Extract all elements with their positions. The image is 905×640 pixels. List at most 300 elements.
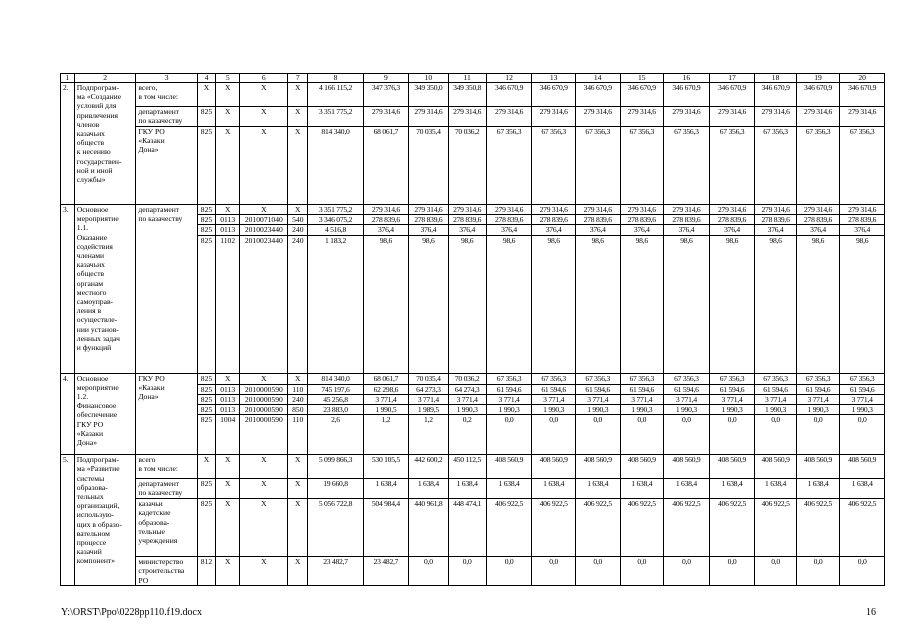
column-number: 15 (620, 74, 664, 83)
executor-cell: ГКУ РО «Казаки Дона» (136, 373, 198, 455)
year-value: 61 594,6 (709, 384, 755, 394)
executor-cell: министерство строительства РО (136, 557, 198, 586)
total-value: 23 883,0 (308, 405, 363, 415)
grbs-code: 825 (197, 415, 215, 455)
total-value: 4 516,8 (308, 225, 363, 235)
year-value: 408 560,9 (709, 455, 755, 479)
year-value: 98,6 (664, 235, 710, 373)
year-value: 0,0 (755, 415, 796, 455)
year-value: 530 105,5 (363, 455, 409, 479)
expense-type-code: 240 (288, 225, 308, 235)
section-code: 0113 (216, 394, 240, 404)
year-value: 376,4 (409, 225, 448, 235)
year-value: 346 670,9 (532, 83, 576, 107)
executor-cell: департамент по казачеству (136, 479, 198, 499)
year-value: 347 376,3 (363, 83, 409, 107)
table-row (61, 127, 885, 205)
column-number: 5 (216, 74, 240, 83)
year-value: 376,4 (664, 225, 710, 235)
year-value: 1 990,3 (755, 405, 796, 415)
year-value: 279 314,6 (486, 107, 532, 127)
year-value: 61 594,6 (755, 384, 796, 394)
year-value: 0,0 (709, 415, 755, 455)
year-value: 442 600,2 (409, 455, 448, 479)
column-number: 6 (240, 74, 288, 83)
year-value: 67 356,3 (486, 373, 532, 384)
column-number: 2 (74, 74, 136, 83)
year-value: 406 922,5 (664, 499, 710, 557)
year-value: 278 839,6 (486, 215, 532, 225)
year-value: 3 771,4 (709, 394, 755, 404)
section-number: 2. (61, 83, 75, 205)
executor-cell: всего, в том числе: (136, 83, 198, 107)
year-value: 61 594,6 (486, 384, 532, 394)
total-value: 3 351 775,2 (308, 205, 363, 215)
year-value: 408 560,9 (664, 455, 710, 479)
year-value: 406 922,5 (709, 499, 755, 557)
year-value: 346 670,9 (575, 83, 620, 107)
year-value: 67 356,3 (755, 373, 796, 384)
year-value: 67 356,3 (532, 373, 576, 384)
year-value: 3 771,4 (363, 394, 409, 404)
year-value: 64 274,3 (448, 384, 486, 394)
total-value: 45 256,8 (308, 394, 363, 404)
year-value: 278 839,6 (620, 215, 664, 225)
expense-type-code: 110 (288, 384, 308, 394)
year-value: 376,4 (709, 225, 755, 235)
year-value: 1 638,4 (532, 479, 576, 499)
year-value: 376,4 (620, 225, 664, 235)
year-value: 279 314,6 (363, 205, 409, 215)
year-value: 408 560,9 (575, 455, 620, 479)
year-value: 440 961,8 (409, 499, 448, 557)
year-value: 504 984,4 (363, 499, 409, 557)
table-row (61, 455, 885, 479)
year-value: 278 839,6 (755, 215, 796, 225)
grbs-code: 825 (197, 107, 215, 127)
section-title: Подпрограм- ма «Развитие системы образова- тельных организаций, использую- щих в образо- вательном процессе казачий компонент» (74, 455, 136, 586)
year-value: 406 922,5 (532, 499, 576, 557)
year-value: 279 314,6 (409, 107, 448, 127)
target-article-code: X (240, 499, 288, 557)
year-value: 408 560,9 (486, 455, 532, 479)
section-code: 1102 (216, 235, 240, 373)
expense-type-code: X (288, 127, 308, 205)
target-article-code: X (240, 557, 288, 586)
expense-type-code: X (288, 499, 308, 557)
year-value: 346 670,9 (664, 83, 710, 107)
grbs-code: 825 (197, 405, 215, 415)
section-code: 0113 (216, 405, 240, 415)
year-value: 0,0 (840, 557, 885, 586)
year-value: 278 839,6 (409, 215, 448, 225)
year-value: 279 314,6 (796, 205, 840, 215)
year-value: 450 112,5 (448, 455, 486, 479)
year-value: 1 638,4 (709, 479, 755, 499)
year-value: 67 356,3 (532, 127, 576, 205)
year-value: 346 670,9 (486, 83, 532, 107)
year-value: 67 356,3 (840, 373, 885, 384)
year-value: 346 670,9 (796, 83, 840, 107)
target-article-code: 2010000590 (240, 394, 288, 404)
year-value: 279 314,6 (840, 205, 885, 215)
column-number: 7 (288, 74, 308, 83)
year-value: 98,6 (448, 235, 486, 373)
year-value: 0,0 (486, 415, 532, 455)
expense-type-code: 540 (288, 215, 308, 225)
executor-cell: всего в том числе: (136, 455, 198, 479)
year-value: 279 314,6 (575, 107, 620, 127)
table-row (61, 373, 885, 384)
table-row (61, 499, 885, 557)
year-value: 278 839,6 (448, 215, 486, 225)
section-code: X (216, 455, 240, 479)
total-value: 19 660,8 (308, 479, 363, 499)
year-value: 1 638,4 (575, 479, 620, 499)
column-number: 12 (486, 74, 532, 83)
year-value: 67 356,3 (709, 127, 755, 205)
year-value: 64 273,3 (409, 384, 448, 394)
year-value: 376,4 (532, 225, 576, 235)
year-value: 376,4 (363, 225, 409, 235)
year-value: 278 839,6 (796, 215, 840, 225)
column-number: 19 (796, 74, 840, 83)
year-value: 0,0 (620, 557, 664, 586)
grbs-code: X (197, 455, 215, 479)
section-number: 3. (61, 205, 75, 374)
year-value: 406 922,5 (575, 499, 620, 557)
year-value: 3 771,4 (796, 394, 840, 404)
expense-type-code: X (288, 83, 308, 107)
target-article-code: 2010023440 (240, 235, 288, 373)
year-value: 98,6 (532, 235, 576, 373)
section-code: X (216, 373, 240, 384)
year-value: 408 560,9 (620, 455, 664, 479)
year-value: 3 771,4 (409, 394, 448, 404)
year-value: 1,2 (409, 415, 448, 455)
year-value: 0,0 (664, 415, 710, 455)
year-value: 61 594,6 (620, 384, 664, 394)
grbs-code: 825 (197, 479, 215, 499)
total-value: 2,6 (308, 415, 363, 455)
section-code: X (216, 205, 240, 215)
target-article-code: 2010000590 (240, 384, 288, 394)
year-value: 1 990,3 (796, 405, 840, 415)
grbs-code: 825 (197, 127, 215, 205)
year-value: 376,4 (796, 225, 840, 235)
budget-table (60, 73, 885, 586)
total-value: 23 482,7 (308, 557, 363, 586)
year-value: 349 350,8 (448, 83, 486, 107)
year-value: 408 560,9 (796, 455, 840, 479)
year-value: 61 594,6 (664, 384, 710, 394)
year-value: 98,6 (486, 235, 532, 373)
column-number: 13 (532, 74, 576, 83)
year-value: 279 314,6 (363, 107, 409, 127)
grbs-code: 825 (197, 499, 215, 557)
year-value: 70 035,4 (409, 127, 448, 205)
year-value: 67 356,3 (796, 373, 840, 384)
year-value: 1 638,4 (620, 479, 664, 499)
year-value: 1 990,3 (486, 405, 532, 415)
footer-file-path: Y:\ORST\Ppo\0228pp110.f19.docx (61, 607, 202, 618)
year-value: 279 314,6 (448, 107, 486, 127)
header-row (61, 74, 885, 83)
year-value: 1 989,5 (409, 405, 448, 415)
year-value: 1,2 (363, 415, 409, 455)
grbs-code: 825 (197, 235, 215, 373)
total-value: 1 183,2 (308, 235, 363, 373)
year-value: 3 771,4 (840, 394, 885, 404)
year-value: 98,6 (575, 235, 620, 373)
year-value: 61 594,6 (575, 384, 620, 394)
section-code: 0113 (216, 225, 240, 235)
column-number: 18 (755, 74, 796, 83)
year-value: 376,4 (486, 225, 532, 235)
section-code: 1004 (216, 415, 240, 455)
expense-type-code: X (288, 557, 308, 586)
target-article-code: 2010023440 (240, 225, 288, 235)
year-value: 1 638,4 (755, 479, 796, 499)
year-value: 279 314,6 (840, 107, 885, 127)
table-row (61, 205, 885, 215)
year-value: 0,0 (532, 415, 576, 455)
year-value: 349 350,0 (409, 83, 448, 107)
year-value: 23 482,7 (363, 557, 409, 586)
executor-cell: департамент по казачеству (136, 107, 198, 127)
year-value: 0,0 (486, 557, 532, 586)
grbs-code: X (197, 83, 215, 107)
total-value: 5 099 866,3 (308, 455, 363, 479)
target-article-code: X (240, 83, 288, 107)
total-value: 814 340,0 (308, 127, 363, 205)
year-value: 3 771,4 (448, 394, 486, 404)
year-value: 406 922,5 (486, 499, 532, 557)
year-value: 448 474,1 (448, 499, 486, 557)
target-article-code: X (240, 127, 288, 205)
year-value: 0,0 (575, 557, 620, 586)
year-value: 3 771,4 (620, 394, 664, 404)
section-code: X (216, 83, 240, 107)
year-value: 279 314,6 (532, 107, 576, 127)
column-number: 10 (409, 74, 448, 83)
section-number: 5. (61, 455, 75, 586)
year-value: 279 314,6 (486, 205, 532, 215)
year-value: 98,6 (409, 235, 448, 373)
expense-type-code: 110 (288, 415, 308, 455)
year-value: 0,0 (448, 557, 486, 586)
year-value: 3 771,4 (486, 394, 532, 404)
expense-type-code: X (288, 205, 308, 215)
column-number: 4 (197, 74, 215, 83)
grbs-code: 812 (197, 557, 215, 586)
year-value: 346 670,9 (840, 83, 885, 107)
executor-cell: департамент по казачеству (136, 205, 198, 374)
grbs-code: 825 (197, 225, 215, 235)
year-value: 62 298,6 (363, 384, 409, 394)
year-value: 0,0 (796, 557, 840, 586)
table-row (61, 479, 885, 499)
column-number: 14 (575, 74, 620, 83)
year-value: 346 670,9 (620, 83, 664, 107)
year-value: 1 990,3 (840, 405, 885, 415)
year-value: 67 356,3 (755, 127, 796, 205)
year-value: 67 356,3 (620, 127, 664, 205)
section-title: Подпрограм- ма «Создание условий для привлечения членов казачьих обществ к несению государствен- ной и иной службы» (74, 83, 136, 205)
year-value: 1 638,4 (840, 479, 885, 499)
year-value: 98,6 (709, 235, 755, 373)
table-row (61, 557, 885, 586)
year-value: 0,0 (796, 415, 840, 455)
section-title: Основное мероприятие 1.2. Финансовое обеспечение ГКУ РО «Казаки Дона» (74, 373, 136, 455)
expense-type-code: X (288, 455, 308, 479)
year-value: 67 356,3 (796, 127, 840, 205)
year-value: 346 670,9 (709, 83, 755, 107)
year-value: 67 356,3 (664, 373, 710, 384)
year-value: 406 922,5 (796, 499, 840, 557)
target-article-code: X (240, 107, 288, 127)
grbs-code: 825 (197, 215, 215, 225)
total-value: 814 340,0 (308, 373, 363, 384)
year-value: 279 314,6 (755, 107, 796, 127)
section-code: X (216, 107, 240, 127)
year-value: 279 314,6 (532, 205, 576, 215)
year-value: 0,0 (620, 415, 664, 455)
year-value: 1 990,5 (363, 405, 409, 415)
year-value: 70 036,2 (448, 127, 486, 205)
year-value: 376,4 (840, 225, 885, 235)
year-value: 408 560,9 (532, 455, 576, 479)
column-number: 9 (363, 74, 409, 83)
section-title: Основное мероприятие 1.1. Оказание содействия членами казачьих обществ органам местного самоуправ- ления в осуществле- нии установ- ленных задач и функций (74, 205, 136, 374)
year-value: 279 314,6 (755, 205, 796, 215)
year-value: 1 638,4 (486, 479, 532, 499)
year-value: 68 061,7 (363, 373, 409, 384)
year-value: 346 670,9 (755, 83, 796, 107)
year-value: 278 839,6 (532, 215, 576, 225)
executor-cell: ГКУ РО «Казаки Дона» (136, 127, 198, 205)
year-value: 67 356,3 (664, 127, 710, 205)
year-value: 279 314,6 (664, 205, 710, 215)
year-value: 279 314,6 (620, 107, 664, 127)
total-value: 745 197,6 (308, 384, 363, 394)
target-article-code: 2010071040 (240, 215, 288, 225)
expense-type-code: 240 (288, 394, 308, 404)
year-value: 376,4 (448, 225, 486, 235)
column-number: 20 (840, 74, 885, 83)
target-article-code: X (240, 455, 288, 479)
year-value: 0,0 (840, 415, 885, 455)
year-value: 1 990,3 (448, 405, 486, 415)
section-code: X (216, 557, 240, 586)
year-value: 0,0 (755, 557, 796, 586)
year-value: 278 839,6 (664, 215, 710, 225)
year-value: 98,6 (363, 235, 409, 373)
year-value: 3 771,4 (755, 394, 796, 404)
expense-type-code: X (288, 373, 308, 384)
section-code: X (216, 127, 240, 205)
column-number: 8 (308, 74, 363, 83)
target-article-code: 2010000590 (240, 405, 288, 415)
year-value: 61 594,6 (796, 384, 840, 394)
year-value: 1 638,4 (796, 479, 840, 499)
section-code: X (216, 479, 240, 499)
year-value: 98,6 (840, 235, 885, 373)
year-value: 278 839,6 (363, 215, 409, 225)
year-value: 98,6 (755, 235, 796, 373)
table-row (61, 107, 885, 127)
year-value: 1 990,3 (532, 405, 576, 415)
year-value: 278 839,6 (840, 215, 885, 225)
table-row (61, 83, 885, 107)
column-number: 3 (136, 74, 198, 83)
year-value: 67 356,3 (620, 373, 664, 384)
year-value: 1 990,3 (575, 405, 620, 415)
year-value: 61 594,6 (532, 384, 576, 394)
total-value: 4 166 115,2 (308, 83, 363, 107)
year-value: 0,2 (448, 415, 486, 455)
grbs-code: 825 (197, 384, 215, 394)
year-value: 1 638,4 (409, 479, 448, 499)
year-value: 406 922,5 (620, 499, 664, 557)
year-value: 3 771,4 (575, 394, 620, 404)
year-value: 408 560,9 (840, 455, 885, 479)
column-number: 1 (61, 74, 75, 83)
year-value: 376,4 (755, 225, 796, 235)
year-value: 0,0 (532, 557, 576, 586)
page-number: 16 (866, 607, 876, 618)
column-number: 16 (664, 74, 710, 83)
year-value: 278 839,6 (709, 215, 755, 225)
grbs-code: 825 (197, 373, 215, 384)
year-value: 67 356,3 (575, 373, 620, 384)
year-value: 98,6 (620, 235, 664, 373)
column-number: 11 (448, 74, 486, 83)
year-value: 279 314,6 (796, 107, 840, 127)
year-value: 98,6 (796, 235, 840, 373)
year-value: 1 990,3 (709, 405, 755, 415)
year-value: 1 990,3 (620, 405, 664, 415)
year-value: 279 314,6 (620, 205, 664, 215)
target-article-code: X (240, 205, 288, 215)
year-value: 279 314,6 (409, 205, 448, 215)
expense-type-code: 850 (288, 405, 308, 415)
year-value: 279 314,6 (575, 205, 620, 215)
executor-cell: казачьи кадетские образова- тельные учреждения (136, 499, 198, 557)
column-number: 17 (709, 74, 755, 83)
year-value: 279 314,6 (664, 107, 710, 127)
table-body (61, 74, 885, 586)
year-value: 67 356,3 (709, 373, 755, 384)
year-value: 3 771,4 (664, 394, 710, 404)
year-value: 3 771,4 (532, 394, 576, 404)
grbs-code: 825 (197, 394, 215, 404)
year-value: 70 036,2 (448, 373, 486, 384)
section-code: 0113 (216, 384, 240, 394)
expense-type-code: X (288, 479, 308, 499)
year-value: 279 314,6 (709, 107, 755, 127)
total-value: 3 346 075,2 (308, 215, 363, 225)
expense-type-code: 240 (288, 235, 308, 373)
expense-type-code: X (288, 107, 308, 127)
year-value: 0,0 (575, 415, 620, 455)
target-article-code: X (240, 479, 288, 499)
year-value: 406 922,5 (840, 499, 885, 557)
section-code: X (216, 499, 240, 557)
year-value: 1 638,4 (448, 479, 486, 499)
year-value: 68 061,7 (363, 127, 409, 205)
section-number: 4. (61, 373, 75, 455)
